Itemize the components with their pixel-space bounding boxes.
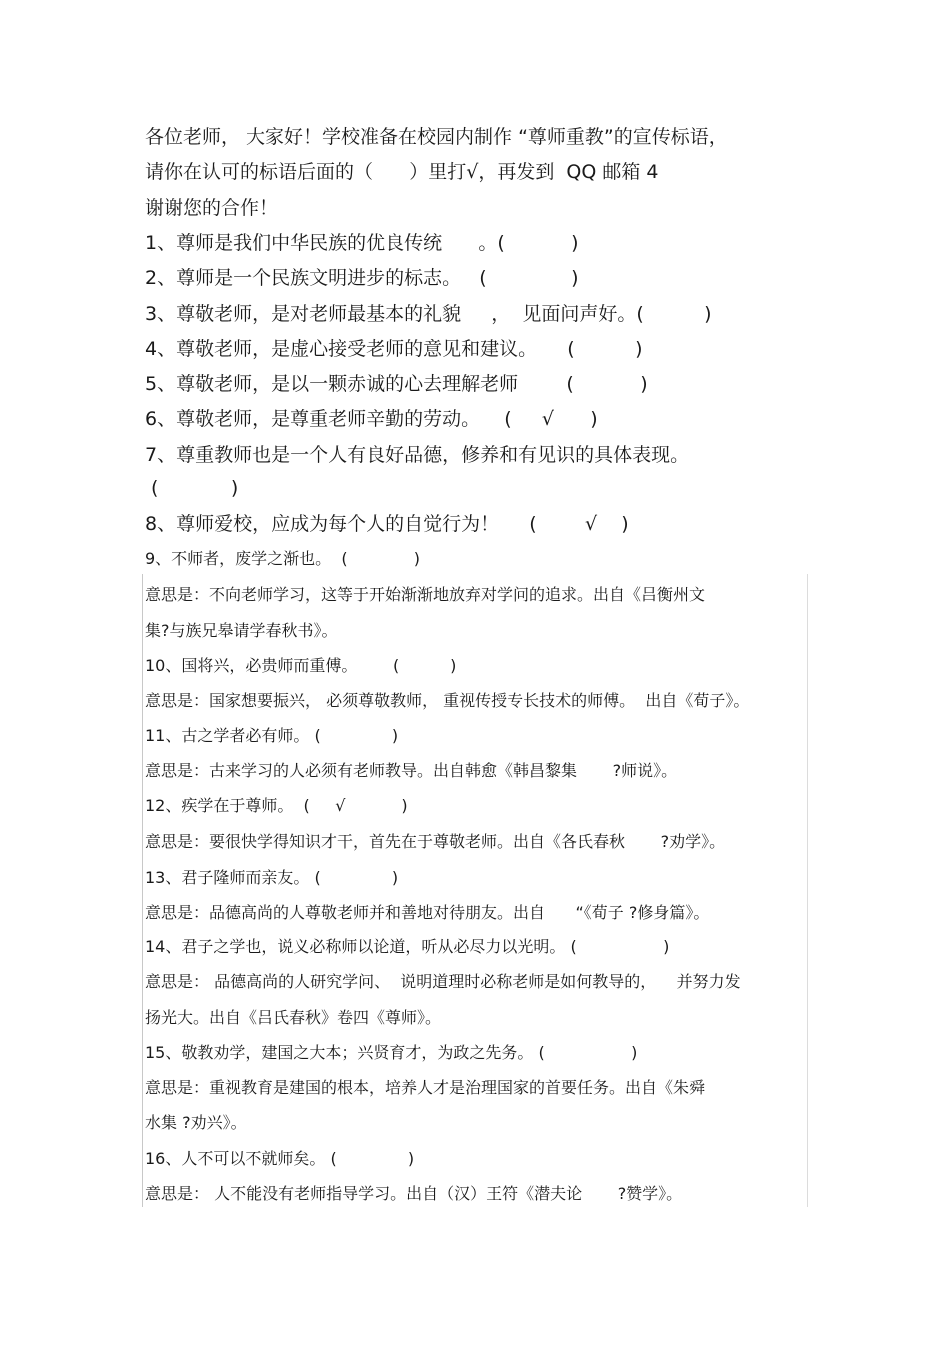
quote-meaning: 意思是： 品德高尚的人研究学问、 说明道理时必称老师是如何教导的， 并努力发 [145,972,741,991]
quote-item: 11、古之学者必有师。 ( ) [145,726,399,745]
quote-meaning: 意思是：重视教育是建国的根本，培养人才是治理国家的首要任务。出自《朱舜 [145,1078,706,1097]
slogan-item: 1、尊师是我们中华民族的优良传统 。( ) [145,232,579,254]
slogan-item: 5、尊敬老师，是以一颗赤诚的心去理解老师 ( ) [145,373,648,395]
slogan-item: 3、尊敬老师，是对老师最基本的礼貌 ， 见面问声好。( ) [145,303,712,325]
slogan-item: 8、尊师爱校，应成为每个人的自觉行为！ ( √ ) [145,513,629,535]
left-rule [142,574,143,1207]
slogan-item: 4、尊敬老师，是虚心接受老师的意见和建议。 ( ) [145,338,643,360]
intro-line: 各位老师， 大家好！学校准备在校园内制作 “尊师重教”的宣传标语， [145,126,728,148]
quote-meaning: 集?与族兄皋请学春秋书》。 [145,621,338,640]
quote-meaning: 意思是：要很快学得知识才干，首先在于尊敬老师。出自《各氏春秋 ?劝学》。 [145,832,726,851]
right-rule [807,574,808,1207]
slogan-item: 7、尊重教师也是一个人有良好品德，修养和有见识的具体表现。 [145,444,690,466]
quote-meaning: 水集 ?劝兴》。 [145,1113,247,1132]
quote-item: 14、君子之学也，说义必称师以论道，听从必尽力以光明。 ( ) [145,937,670,956]
quote-meaning: 意思是：不向老师学习，这等于开始渐渐地放弃对学问的追求。出自《吕衡州文 [145,585,706,604]
slogan-item: ( ) [145,477,239,499]
quote-item: 9、不师者，废学之渐也。 ( ) [145,549,420,568]
quote-meaning: 意思是： 人不能没有老师指导学习。出自（汉）王符《潜夫论 ?赞学》。 [145,1184,683,1203]
quote-meaning: 意思是：国家想要振兴， 必须尊敬教师， 重视传授专长技术的师傅。 出自《荀子》。 [145,691,750,710]
intro-line: 谢谢您的合作！ [145,197,279,219]
quote-item: 13、君子隆师而亲友。 ( ) [145,868,399,887]
quote-item: 12、疾学在于尊师。 ( √ ) [145,796,408,815]
quote-item: 16、人不可以不就师矣。 ( ) [145,1149,415,1168]
quote-meaning: 意思是：古来学习的人必须有老师教导。出自韩愈《韩昌黎集 ?师说》。 [145,761,678,780]
slogan-item: 6、尊敬老师，是尊重老师辛勤的劳动。 ( √ ) [145,408,598,430]
quote-item: 10、国将兴，必贵师而重傅。 ( ) [145,656,457,675]
slogan-item: 2、尊师是一个民族文明进步的标志。 ( ) [145,267,579,289]
quote-item: 15、敬教劝学，建国之大本；兴贤育才，为政之先务。 ( ) [145,1043,638,1062]
quote-meaning: 扬光大。出自《吕氏春秋》卷四《尊师》。 [145,1008,442,1027]
quote-meaning: 意思是：品德高尚的人尊敬老师并和善地对待朋友。出自 “《荀子 ?修身篇》。 [145,903,710,922]
intro-line: 请你在认可的标语后面的（ ）里打√，再发到 QQ 邮箱 4 [145,161,659,183]
